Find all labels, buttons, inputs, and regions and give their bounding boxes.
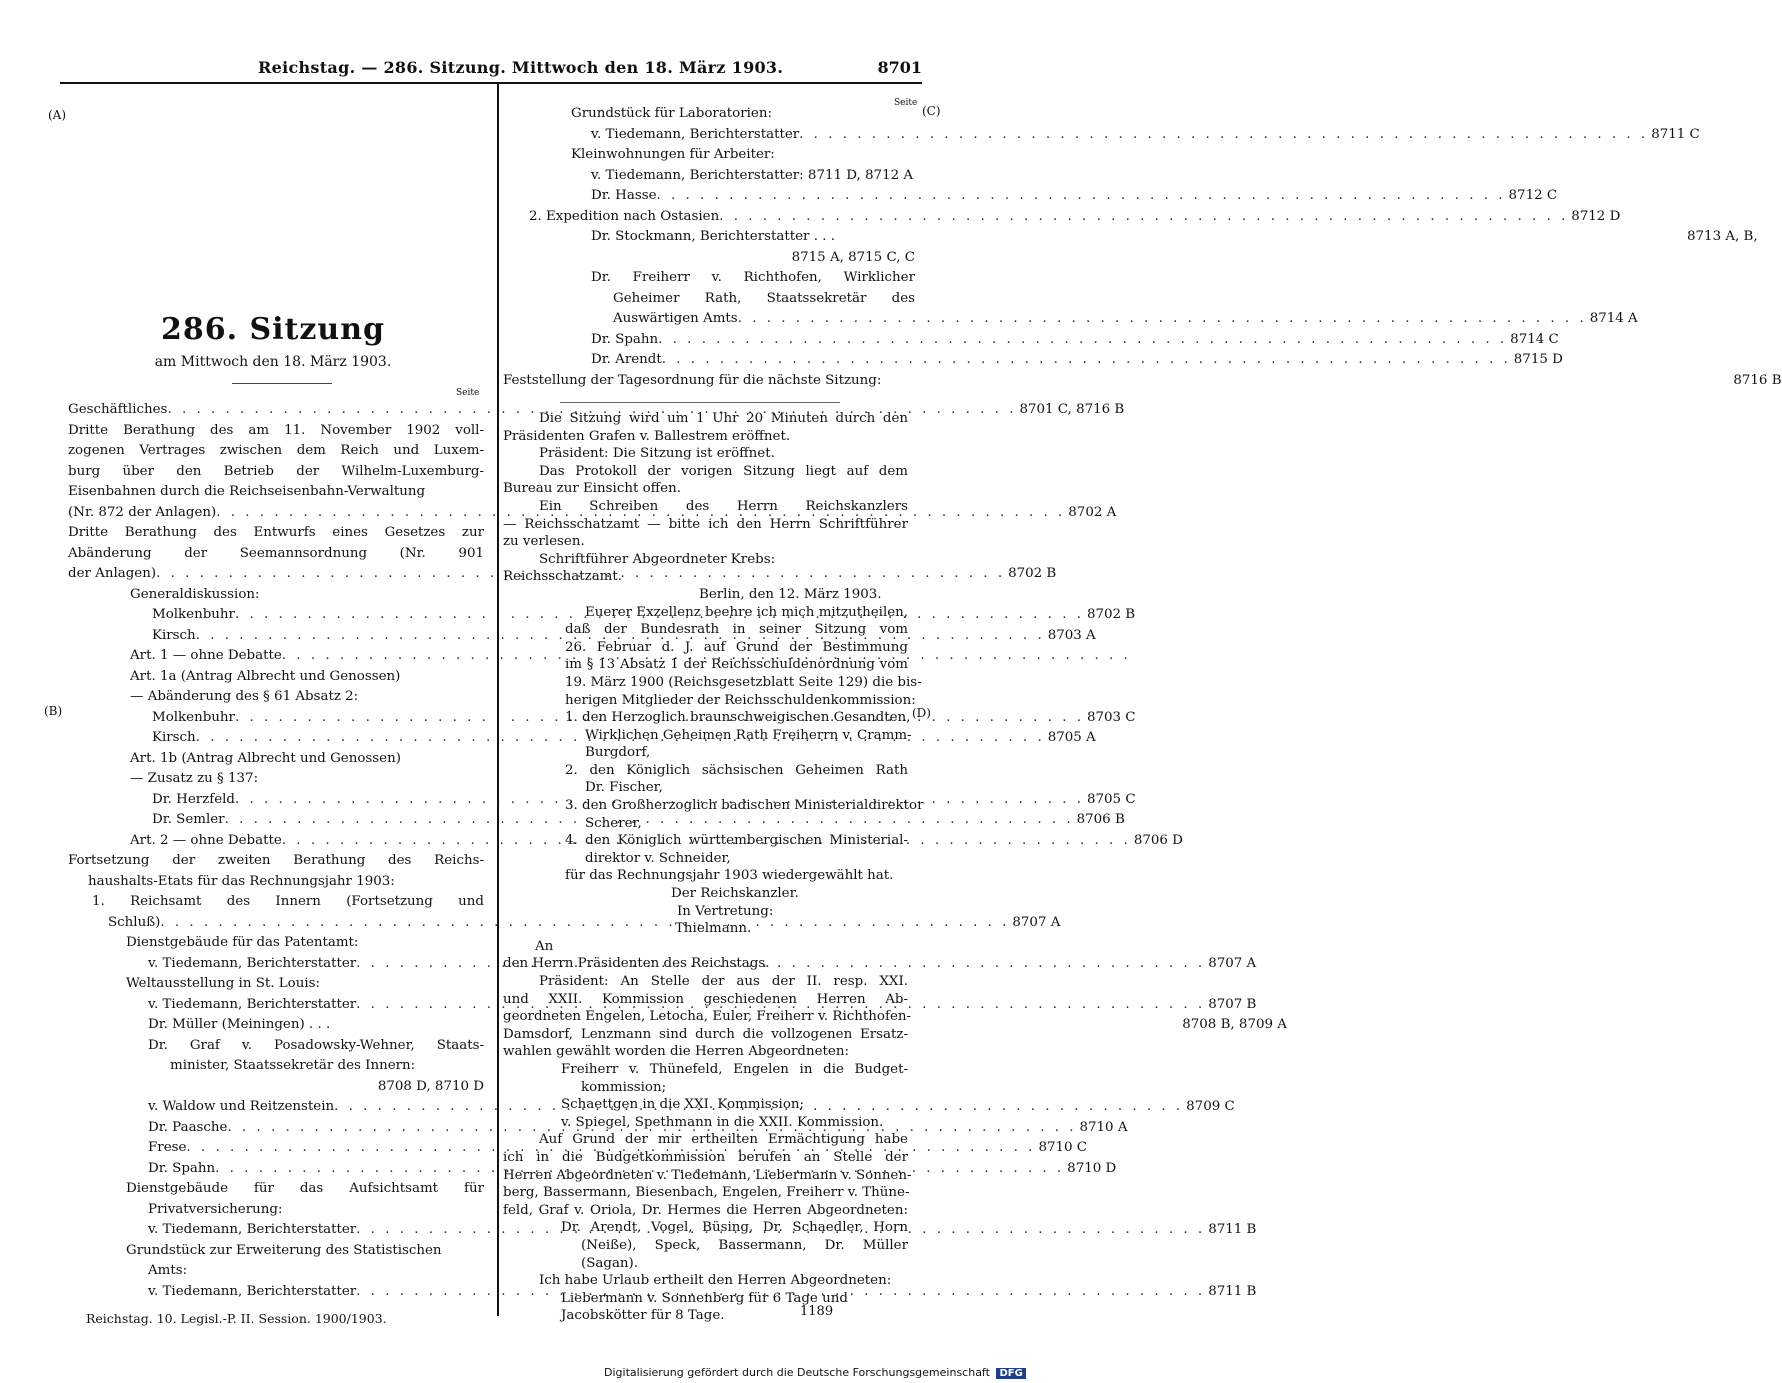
page-reference: 8716 B: [1733, 372, 1782, 388]
margin-mark-b: (B): [44, 704, 63, 718]
text-line: [503, 1096, 908, 1114]
text-line: [503, 709, 911, 727]
text-line: [503, 186, 1558, 207]
line-text: v. Tiedemann, Berichterstatter: [148, 1283, 357, 1299]
line-text: Dr. Freiherr v. Richthofen, Wirklicher: [591, 270, 915, 285]
line-text: kommission;: [581, 1079, 667, 1095]
page-number: 8701: [877, 58, 922, 77]
line-text: Frese: [148, 1140, 187, 1155]
line-text: Schluß): [108, 914, 161, 930]
line-text: Jacobskötter für 8 Tage.: [561, 1308, 725, 1324]
line-text: — Zusatz zu § 137:: [130, 771, 259, 786]
text-line: [68, 1036, 484, 1057]
text-line: [503, 330, 1559, 351]
text-line: [503, 991, 908, 1009]
line-text: (Nr. 872 der Anlagen): [68, 504, 217, 520]
dfg-credit: [604, 1366, 1026, 1379]
line-text: Dr. Arendt, Vogel, Büsing, Dr. Schaedler, Horn: [561, 1220, 908, 1236]
text-line: [503, 568, 908, 586]
line-text: und XXII. Kommission geschiedenen Herren Ab-: [503, 991, 908, 1007]
text-line: [503, 885, 908, 903]
page-reference: 8710 C: [1038, 1140, 1088, 1155]
text-line: [503, 268, 915, 289]
text-line: [503, 1061, 908, 1079]
text-line: [503, 309, 1638, 330]
line-text: für das Rechnungsjahr 1903 wiedergewählt hat.: [565, 868, 894, 884]
line-text: Geschäftliches: [68, 402, 168, 417]
line-text: Dritte Berathung des am 11. November 1902 voll-: [68, 422, 484, 438]
text-line: [503, 145, 915, 166]
line-text: Art. 1 — ohne Debatte: [130, 648, 282, 663]
text-line: [503, 656, 908, 674]
line-text: Fortsetzung der zweiten Berathung des Reichs-: [68, 853, 484, 868]
text-line: [68, 544, 484, 565]
dot-leader: [662, 350, 1511, 371]
text-line: [503, 744, 908, 762]
line-text: Herren Abgeordneten v. Tiedemann, Liebermann v. Sonnen-: [503, 1167, 912, 1183]
text-line: [503, 1043, 908, 1061]
text-line: [503, 104, 915, 125]
line-text: wahlen gewählt worden die Herren Abgeordneten:: [503, 1044, 849, 1060]
text-line: [503, 350, 1563, 371]
line-text: Präsidenten Grafen v. Ballestrem eröffnet.: [503, 428, 791, 444]
page-reference: 8714 A: [1589, 311, 1638, 326]
text-line: [503, 207, 1621, 228]
line-text: haushalts-Etats für das Rechnungsjahr 1903:: [88, 873, 395, 889]
line-text: Amts:: [148, 1263, 188, 1278]
text-line: [503, 125, 1700, 146]
session-rule: [232, 383, 332, 384]
text-line: [68, 687, 484, 708]
line-text: v. Spiegel, Spethmann in die XXII. Kommission.: [561, 1114, 884, 1130]
line-text: Euerer Exzellenz beehre ich mich mitzutheilen,: [585, 604, 909, 620]
line-text: Schriftführer Abgeordneter Krebs:: [539, 551, 776, 567]
line-text: 2. den Königlich sächsischen Geheimen Rath: [565, 762, 908, 778]
line-text: 2. Expedition nach Ostasien: [529, 208, 720, 224]
line-text: Dienstgebäude für das Patentamt:: [126, 935, 359, 950]
line-text: Molkenbuhr: [152, 709, 235, 725]
line-text: Die Sitzung wird um 1 Uhr 20 Minuten durch den: [539, 411, 908, 426]
line-text: Wirklichen Geheimen Rath Freiherrn v. Cramm-: [585, 727, 912, 743]
line-text: Dr. Graf v. Posadowsky-Wehner, Staats-: [148, 1037, 484, 1053]
header-title: Reichstag. — 286. Sitzung. Mittwoch den 18. März 1903.: [258, 58, 784, 77]
line-text: Art. 1a (Antrag Albrecht und Genossen): [130, 668, 401, 684]
dot-leader: [658, 330, 1507, 351]
line-text: Molkenbuhr: [152, 607, 235, 622]
line-text: Kleinwohnungen für Arbeiter:: [571, 147, 775, 162]
text-line: [503, 1026, 908, 1044]
text-line: [68, 585, 484, 606]
text-line: [503, 1184, 908, 1202]
dfg-logo: DFG: [996, 1368, 1025, 1379]
text-line: [503, 533, 908, 551]
line-text: — Abänderung des § 61 Absatz 2:: [130, 689, 359, 704]
text-line: [503, 445, 908, 463]
dot-leader: [738, 309, 1587, 330]
line-text: Liebermann v. Sonnenberg für 6 Tage und: [561, 1290, 848, 1306]
line-text: Präsident: Die Sitzung ist eröffnet.: [539, 446, 775, 462]
page-reference: 8703 A: [1047, 627, 1096, 643]
line-text: Schaettgen in die XXI. Kommission;: [561, 1097, 805, 1113]
line-text: Burgdorf,: [585, 745, 651, 761]
line-text: Weltausstellung in St. Louis:: [126, 976, 321, 991]
text-line: [503, 428, 908, 446]
line-text: Art. 1b (Antrag Albrecht und Genossen): [130, 750, 401, 766]
line-text: Kirsch: [152, 730, 196, 745]
page-reference: 8706 B: [1076, 812, 1125, 827]
line-text: Auf Grund der mir ertheilten Ermächtigung habe: [539, 1132, 908, 1148]
text-line: [503, 920, 908, 938]
page-reference: 8705 C: [1087, 791, 1136, 807]
line-text: ich in die Budgetkommission berufen an Stelle der: [503, 1149, 908, 1165]
line-text: 26. Februar d. J. auf Grund der Bestimmung: [565, 639, 908, 655]
session-subtitle: am Mittwoch den 18. März 1903.: [154, 354, 392, 370]
text-line: [503, 639, 908, 657]
text-line: [503, 1114, 908, 1132]
line-text: Privatversicherung:: [148, 1201, 283, 1217]
page-reference: 8709 C: [1186, 1099, 1235, 1114]
text-line: [68, 769, 484, 790]
dot-leader: [799, 125, 1648, 146]
toc-separator: [560, 402, 840, 403]
text-line: [68, 851, 484, 872]
line-text: Dr. Arendt: [591, 352, 662, 367]
text-line: [68, 1077, 484, 1098]
text-line: [68, 892, 484, 913]
text-line: [68, 1056, 484, 1077]
line-text: Dr. Müller (Meiningen) . . .: [148, 1017, 331, 1032]
seite-label-right: Seite: [894, 98, 918, 108]
text-line: [68, 1261, 484, 1282]
text-line: [503, 938, 908, 956]
text-line: [503, 551, 908, 569]
text-line: [503, 1237, 908, 1255]
page-reference: 8712 C: [1508, 188, 1558, 203]
page-reference: 8710 A: [1079, 1119, 1128, 1135]
line-text: 1. Reichsamt des Innern (Fortsetzung und: [92, 894, 484, 909]
line-text: Grundstück für Laboratorien:: [571, 106, 772, 121]
line-text: minister, Staatssekretär des Innern:: [170, 1058, 416, 1073]
line-text: Eisenbahnen durch die Reichseisenbahn-Verwaltung: [68, 484, 426, 499]
text-line: [68, 667, 484, 688]
text-line: [503, 1272, 908, 1290]
line-text: herigen Mitglieder der Reichsschuldenkommission:: [565, 692, 916, 708]
line-text: Grundstück zur Erweiterung des Statistischen: [126, 1242, 442, 1258]
text-line: [68, 974, 484, 995]
text-line: [503, 727, 912, 745]
line-text: Scherer,: [585, 815, 642, 831]
line-text: zu verlesen.: [503, 534, 585, 550]
text-line: [68, 523, 484, 544]
footer-sheet-number: 1189: [800, 1304, 834, 1319]
session-title: 286. Sitzung: [160, 312, 386, 347]
page-reference: 8702 B: [1086, 607, 1136, 622]
line-text: Freiherr v. Thünefeld, Engelen in die Budget-: [561, 1061, 908, 1077]
text-line: [68, 482, 484, 503]
page-reference: 8715 D: [1513, 352, 1563, 367]
table-of-contents-right: [503, 104, 1782, 391]
line-text: Dr. Stockmann, Berichterstatter . . .: [591, 229, 835, 244]
line-text: Abänderung der Seemannsordnung (Nr. 901: [68, 545, 484, 561]
line-text: der Anlagen): [68, 566, 157, 581]
text-line: [503, 797, 924, 815]
line-text: Dr. Fischer,: [585, 780, 663, 796]
page-reference: 8707 A: [1208, 955, 1257, 971]
margin-mark-a: (A): [48, 108, 67, 122]
line-text: berg, Bassermann, Biesenbach, Engelen, Freiherr v. Thüne-: [503, 1185, 910, 1201]
dot-leader: [719, 207, 1568, 228]
proceedings-text: [503, 410, 924, 1325]
line-text: v. Waldow und Reitzenstein: [148, 1099, 335, 1114]
text-line: [503, 1008, 912, 1026]
line-text: direktor v. Schneider,: [585, 850, 731, 866]
line-text: Dritte Berathung des Entwurfs eines Gesetzes zur: [68, 525, 484, 540]
text-line: [68, 646, 484, 667]
line-text: Der Reichskanzler.: [671, 886, 799, 902]
text-line: [503, 955, 908, 973]
page-reference: 8713 A, B,: [1687, 229, 1758, 244]
line-text: den Herrn Präsidenten des Reichstags.: [503, 956, 770, 972]
page-reference: 8711 B: [1208, 1222, 1257, 1237]
text-line: [503, 227, 1758, 248]
line-text: v. Tiedemann, Berichterstatter: [148, 955, 357, 971]
line-text: Art. 2 — ohne Debatte: [130, 832, 282, 848]
page-reference: 8714 C: [1510, 331, 1559, 347]
text-line: [503, 1202, 908, 1220]
text-line: [503, 621, 908, 639]
text-line: [503, 1131, 908, 1149]
seite-label-left: Seite: [456, 388, 480, 398]
line-text: Dr. Hasse: [591, 188, 657, 203]
dfg-credit-text: Digitalisierung gefördert durch die Deutsche Forschungsgemeinschaft: [604, 1366, 990, 1379]
text-line: [503, 166, 915, 187]
text-line: [503, 1307, 908, 1325]
line-text: Dr. Paasche: [148, 1119, 228, 1135]
page-reference: 8701 C, 8716 B: [1019, 402, 1125, 417]
text-line: [503, 1167, 912, 1185]
page-reference: 8702 B: [1008, 566, 1057, 581]
line-text: Ein Schreiben des Herrn Reichskanzlers: [539, 498, 908, 514]
line-text: geordneten Engelen, Letocha, Euler, Freiherr v. Richthofen-: [503, 1009, 912, 1025]
page-reference: 8711 C: [1651, 126, 1700, 142]
line-text: 8708 D, 8710 D: [377, 1078, 484, 1094]
line-text: Kirsch: [152, 627, 196, 643]
line-text: Generaldiskussion:: [130, 586, 260, 602]
text-line: [503, 1079, 908, 1097]
header-rule: [60, 82, 922, 84]
line-text: Thielmann.: [675, 921, 752, 937]
text-line: [68, 1241, 484, 1262]
line-text: v. Tiedemann, Berichterstatter: [148, 996, 357, 1012]
margin-mark-d: (D): [912, 706, 931, 720]
text-line: [68, 872, 484, 893]
text-line: [503, 973, 908, 991]
text-line: [503, 779, 908, 797]
page-reference: 8702 A: [1068, 504, 1117, 520]
line-text: Präsident: An Stelle der aus der II. resp. XXI.: [539, 974, 908, 989]
line-text: Damsdorf, Lenzmann sind durch die vollzogenen Ersatz-: [503, 1026, 908, 1042]
line-text: Das Protokoll der vorigen Sitzung liegt auf dem: [539, 463, 908, 479]
text-line: [503, 586, 908, 604]
text-line: [503, 410, 908, 428]
line-text: Bureau zur Einsicht offen.: [503, 481, 681, 497]
page-reference: [1131, 646, 1134, 667]
footer-legislature: Reichstag. 10. Legisl.-P. II. Session. 1900/1903.: [86, 1311, 387, 1326]
text-line: [503, 1149, 908, 1167]
line-text: im § 13 Absatz 1 der Reichsschuldenordnung vom: [565, 657, 908, 673]
line-text: Reichsschatzamt.: [503, 569, 623, 585]
text-line: [68, 1200, 484, 1221]
text-line: [68, 1179, 484, 1200]
margin-mark-c: (C): [922, 104, 941, 118]
text-line: [503, 371, 1782, 392]
line-text: An: [535, 938, 554, 954]
text-line: [503, 1255, 908, 1273]
line-text: Dr. Semler: [152, 812, 225, 827]
line-text: zogenen Vertrages zwischen dem Reich und Luxem-: [68, 443, 484, 458]
text-line: [68, 933, 484, 954]
line-text: Feststellung der Tagesordnung für die nächste Sitzung:: [503, 372, 882, 388]
text-line: [503, 815, 908, 833]
line-text: Auswärtigen Amts: [613, 311, 738, 326]
text-line: [503, 1219, 908, 1237]
text-line: [503, 1290, 908, 1308]
text-line: [503, 832, 908, 850]
text-line: [68, 462, 484, 483]
dot-leader: [657, 186, 1506, 207]
text-line: [503, 289, 915, 310]
line-text: 1. den Herzoglich braunschweigischen Gesandten,: [565, 710, 911, 726]
text-line: [503, 762, 908, 780]
text-line: [503, 604, 908, 622]
line-text: feld, Graf v. Oriola, Dr. Hermes die Herren Abgeordneten:: [503, 1202, 908, 1218]
page-reference: 8710 D: [1067, 1160, 1117, 1176]
line-text: In Vertretung:: [677, 903, 774, 919]
page-reference: 8703 C: [1086, 709, 1136, 725]
line-text: (Sagan).: [581, 1255, 639, 1271]
line-text: — Reichsschatzamt — bitte ich den Herrn Schriftführer: [503, 516, 908, 532]
line-text: Dr. Spahn: [148, 1160, 216, 1176]
line-text: (Neiße), Speck, Bassermann, Dr. Müller: [581, 1237, 908, 1253]
line-text: v. Tiedemann, Berichterstatter: [148, 1222, 357, 1237]
line-text: 4. den Königlich württembergischen Ministerial-: [565, 833, 908, 849]
text-line: [503, 480, 908, 498]
line-text: Dienstgebäude für das Aufsichtsamt für: [126, 1181, 484, 1196]
line-text: v. Tiedemann, Berichterstatter: [591, 126, 800, 142]
line-text: Ich habe Urlaub ertheilt den Herren Abgeordneten:: [539, 1273, 892, 1289]
text-line: [503, 516, 908, 534]
line-text: Dr. Spahn: [591, 331, 659, 347]
text-line: [68, 441, 484, 462]
text-line: [503, 463, 908, 481]
line-text: daß der Bundesrath in seiner Sitzung vom: [565, 622, 908, 638]
text-line: [503, 903, 908, 921]
page-reference: 8707 A: [1012, 914, 1061, 930]
line-text: Berlin, den 12. März 1903.: [699, 586, 882, 602]
line-text: 19. März 1900 (Reichsgesetzblatt Seite 129) die bis-: [565, 674, 922, 690]
line-text: burg über den Betrieb der Wilhelm-Luxemburg-: [68, 463, 484, 479]
page-reference: 8705 A: [1047, 730, 1096, 745]
line-text: 8715 A, 8715 C, C: [791, 249, 915, 265]
text-line: [503, 867, 908, 885]
text-line: [503, 692, 916, 710]
line-text: Dr. Herzfeld: [152, 791, 235, 807]
line-text: Geheimer Rath, Staatssekretär des: [613, 290, 915, 306]
text-line: [68, 749, 484, 770]
line-text: 3. den Großherzoglich badischen Ministerialdirektor: [565, 798, 924, 814]
text-line: [503, 674, 922, 692]
text-line: [503, 248, 915, 269]
text-line: [503, 850, 908, 868]
running-header: [60, 58, 922, 80]
page-reference: 8712 D: [1571, 208, 1621, 224]
page-reference: 8711 B: [1208, 1283, 1257, 1299]
text-line: [68, 421, 484, 442]
text-line: [503, 498, 908, 516]
page-reference: 8706 D: [1133, 832, 1183, 848]
page-reference: 8708 B, 8709 A: [1182, 1017, 1287, 1032]
page-reference: 8707 B: [1208, 996, 1257, 1012]
line-text: v. Tiedemann, Berichterstatter: 8711 D, 8712 A: [591, 167, 914, 183]
